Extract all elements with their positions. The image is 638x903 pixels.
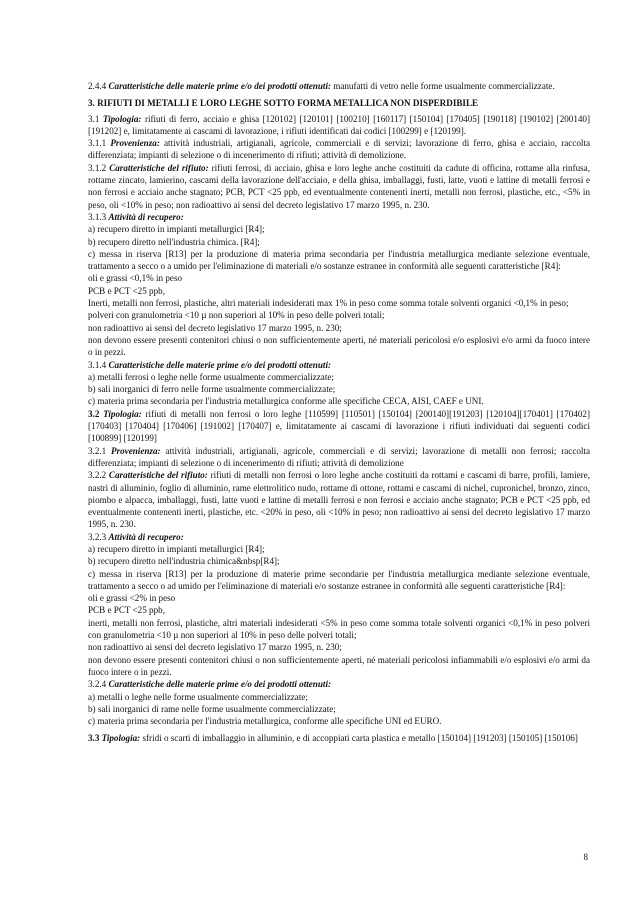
paragraph	[88, 162, 590, 211]
paragraph	[88, 80, 590, 92]
clause-text: non radioattivo ai sensi del decreto legislativo 17 marzo 1995, n. 230;	[88, 642, 342, 653]
clause-number: 3.1.1	[88, 138, 111, 149]
paragraph	[88, 371, 590, 383]
paragraph	[88, 297, 590, 309]
paragraph	[88, 445, 590, 470]
paragraph	[88, 334, 590, 359]
clause-text: a) metalli ferrosi o leghe nelle forme usualmente commercializzate;	[88, 371, 334, 382]
paragraph	[88, 223, 590, 235]
paragraph	[88, 395, 590, 407]
paragraph	[88, 715, 590, 727]
clause-text: rifiuti ferrosi, di acciaio, ghisa e loro leghe anche costituiti da cadute di officina, rottame alla rinfusa, rottame zincato, lamierino, cascami della lavorazione dell'acciaio, e della ghisa, imballaggi, fusti, latte, vuoti e lattine di metalli ferrosi e non ferrosi e acciaio anche stagnato; PCB, PCT <25 ppb, ed eventualmente contenenti inerti, metalli non ferrosi, plastiche, etc., <5% in peso, oli <10% in peso; non radioattivo ai sensi del decreto legislativo 17 marzo 1995, n. 230.	[88, 162, 590, 210]
paragraph	[88, 703, 590, 715]
paragraph	[88, 641, 590, 653]
paragraph	[88, 272, 590, 284]
clause-title: Tipologia:	[101, 733, 141, 744]
clause-text: non radioattivo ai sensi del decreto legislativo 17 marzo 1995, n. 230;	[88, 322, 342, 333]
document-body	[88, 80, 590, 745]
clause-text: a) metalli o leghe nelle forme usualmente commercializzate;	[88, 691, 308, 702]
clause-text: b) sali inorganici di rame nelle forme usualmente commercializzate;	[88, 703, 336, 714]
clause-number: 3.1	[88, 113, 103, 124]
clause-title: Tipologia:	[102, 113, 142, 124]
clause-text: PCB e PCT <25 ppb,	[88, 605, 165, 616]
paragraph	[88, 383, 590, 395]
clause-text: b) recupero diretto nell'industria chimica. [R4];	[88, 236, 260, 247]
clause-title: Caratteristiche del rifiuto:	[109, 162, 209, 173]
paragraph	[88, 408, 590, 445]
clause-title: Caratteristiche delle materie prime e/o dei prodotti ottenuti:	[108, 81, 331, 91]
clause-number: 3.2.4	[88, 679, 109, 690]
paragraph	[88, 531, 590, 543]
paragraph	[88, 604, 590, 616]
paragraph	[88, 568, 590, 593]
clause-text: attività industriali, artigianali, agricole, commerciali e di servizi; lavorazione di metalli non ferrosi; raccolta differenziata; impianti di selezione o di incenerimento di rifiuti; attività di demolizione	[88, 445, 590, 468]
clause-number: 3.1.2	[88, 162, 110, 173]
paragraph	[88, 309, 590, 321]
clause-number: 3.2.3	[88, 531, 109, 542]
clause-number: 3.1.3	[88, 211, 109, 222]
clause-text: attività industriali, artigianali, agricole, commerciali e di servizi; lavorazione di ferro, ghisa e acciaio, raccolta differenziata; impianti di selezione o di incenerimento di rifiuti; attività di demolizione.	[88, 138, 590, 161]
clause-number: 3.1.4	[88, 359, 109, 370]
clause-text: PCB e PCT <25 ppb,	[88, 285, 165, 296]
clause-title: Provenienza:	[111, 445, 161, 456]
clause-number: 3.2	[88, 408, 104, 419]
paragraph	[88, 285, 590, 297]
clause-text: oli e grassi <0,1% in peso	[88, 273, 183, 284]
paragraph	[88, 691, 590, 703]
clause-text: c) materia prima secondaria per l'industria metallurgica, conforme alle specifiche UNI ed EURO.	[88, 716, 442, 727]
clause-title: Tipologia:	[103, 408, 142, 419]
clause-text: a) recupero diretto in impianti metallurgici [R4];	[88, 224, 265, 235]
clause-title: Attività di recupero:	[108, 531, 184, 542]
paragraph	[88, 732, 590, 744]
clause-text: non devono essere presenti contenitori chiusi o non sufficientemente aperti, né materiali pericolosi infiammabili e/o esplosivi e/o armi da fuoco intere o in pezzi.	[88, 654, 590, 677]
clause-title: Caratteristiche delle materie prime e/o dei prodotti ottenuti:	[108, 359, 331, 370]
clause-title: Attività di recupero:	[108, 211, 184, 222]
clause-text: manufatti di vetro nelle forme usualmente commercializzate.	[331, 81, 555, 91]
clause-text: non devono essere presenti contenitori chiusi o non sufficientemente aperti, né materiali pericolosi e/o esplosivi e/o armi da fuoco intere o in pezzi.	[88, 334, 590, 358]
paragraph	[88, 469, 590, 530]
paragraph	[88, 654, 590, 679]
clause-number: 3.2.2	[88, 470, 109, 481]
paragraph	[88, 592, 590, 604]
clause-number: 3.2.1	[88, 445, 112, 456]
paragraph	[88, 248, 590, 273]
clause-text: rifiuti di metalli non ferrosi o loro leghe [110599] [110501] [150104] [200140][191203] [120104][170401] [170402] [170403] [170404] [170406] [191002] [170407] e, limitatamente ai cascami di lavorazione i rifiuti individuati dai seguenti codici [100899] [120199]	[88, 408, 591, 444]
paragraph	[88, 543, 590, 555]
clause-text: Inerti, metalli non ferrosi, plastiche, altri materiali indesiderati max 1% in peso come somma totale solventi organici <0,1% in peso;	[88, 298, 569, 309]
clause-text: inerti, metalli non ferrosi, plastiche, altri materiali indesiderati <5% in peso come somma totale solventi organici <0,1% in peso polveri con granulometria <10 µ non superiori al 10% in peso delle polveri totali;	[88, 617, 590, 641]
clause-title: Caratteristiche del rifiuto:	[108, 470, 208, 481]
paragraph	[88, 359, 590, 371]
clause-text: b) sali inorganici di ferro nelle forme usualmente commercializzate;	[88, 384, 336, 395]
clause-text: polveri con granulometria <10 µ non superiori al 10% in peso delle polveri totali;	[88, 310, 385, 321]
paragraph	[88, 137, 590, 162]
clause-number: 2.4.4	[88, 81, 109, 91]
paragraph	[88, 678, 590, 690]
clause-title: Provenienza:	[110, 138, 160, 149]
paragraph	[88, 211, 590, 223]
paragraph	[88, 617, 590, 642]
clause-text: oli e grassi <2% in peso	[88, 593, 176, 604]
paragraph	[88, 113, 590, 138]
clause-text: c) messa in riserva [R13] per la produzione di materie prime secondarie per l'industria metallurgica mediante selezione eventuale, trattamento a secco o ad umido per l'eliminazione di materiali e/o sostanze estranee in conformità alle seguenti caratteristiche [R4]:	[88, 568, 590, 591]
clause-text: rifiuti di metalli non ferrosi o loro leghe anche costituiti da rottami e cascami di barre, profili, lamiere, nastri di alluminio, foglio di alluminio, rame elettrolitico nudo, rottame di ottone, rottami e cascami di nichel, cupronichel, bronzo, zinco, piombo e alpacca, imballaggi, fusti, latte vuoti e lattine di metalli ferrosi e non ferrosi e acciaio anche stagnato; PCB e PCT <25 ppb, ed eventualmente contenenti inerti, plastiche, etc. <20% in peso, oli <10% in peso; non radioattivo ai sensi del decreto legislativo 17 marzo 1995, n. 230.	[88, 470, 590, 530]
section-heading: 3. RIFIUTI DI METALLI E LORO LEGHE SOTTO FORMA METALLICA NON DISPERDIBILE	[88, 98, 479, 109]
paragraph	[88, 236, 590, 248]
clause-text: c) materia prima secondaria per l'industria metallurgica conforme alle specifiche CECA, AISI, CAEF e UNI.	[88, 396, 484, 407]
paragraph	[88, 555, 590, 567]
paragraph	[88, 322, 590, 334]
clause-number: 3.3	[88, 733, 102, 744]
clause-text: sfridi o scarti di imballaggio in alluminio, e di accoppiati carta plastica e metallo [150104] [191203] [150105] [150106]	[140, 733, 578, 744]
clause-text: a) recupero diretto in impianti metallurgici [R4];	[88, 543, 265, 554]
clause-title: Caratteristiche delle materie prime e/o dei prodotti ottenuti:	[108, 679, 331, 690]
page-number: 8	[583, 852, 588, 862]
clause-text: c) messa in riserva [R13] per la produzione di materia prima secondaria per l'industria metallurgica mediante selezione eventuale, trattamento a secco o a umido per l'eliminazione di materiali e/o sostanze estranee in conformità alle seguenti caratteristiche [R4]:	[88, 248, 590, 272]
clause-text: rifiuti di ferro, acciaio e ghisa [120102] [120101] [100210] [160117] [150104] [170405] [190118] [190102] [200140] [191202] e, limitatamente ai cascami di lavorazione, i rifiuti identificati dai codici [100299] e [120199].	[88, 113, 591, 136]
clause-text: b) recupero diretto nell'industria chimica&nbsp[R4];	[88, 556, 280, 567]
